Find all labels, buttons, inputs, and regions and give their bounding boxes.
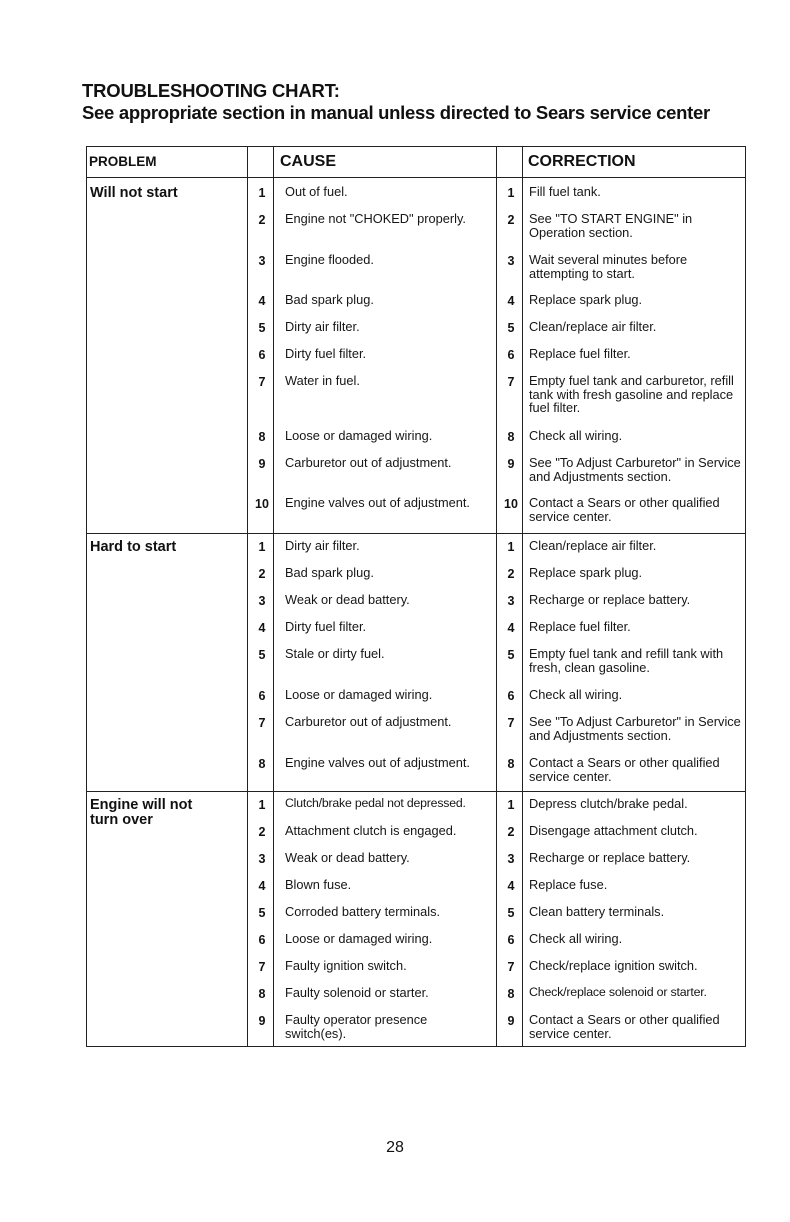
header-cause: CAUSE (280, 153, 337, 170)
cause-number: 8 (258, 757, 266, 771)
cause-number: 10 (255, 497, 269, 511)
correction-number: 7 (507, 960, 515, 974)
correction-number: 5 (507, 321, 515, 335)
correction-text: Replace spark plug. (529, 565, 643, 580)
correction-text: Fill fuel tank. (529, 184, 601, 199)
problem-hard-to-start: Hard to start (90, 539, 177, 555)
cause-text: Carburetor out of adjustment. (285, 714, 452, 729)
correction-number: 8 (507, 430, 515, 444)
correction-number: 1 (507, 540, 515, 554)
correction-text: Replace fuel filter. (529, 619, 631, 634)
cause-text: Faulty ignition switch. (285, 958, 407, 973)
cause-number: 7 (258, 716, 266, 730)
correction-text: Clean/replace air filter. (529, 538, 657, 553)
cause-number: 8 (258, 430, 266, 444)
correction-number: 3 (507, 852, 515, 866)
cause-number: 2 (258, 213, 266, 227)
correction-number: 5 (507, 648, 515, 662)
correction-number: 8 (507, 987, 515, 1001)
correction-number: 3 (507, 594, 515, 608)
correction-number: 7 (507, 716, 515, 730)
cause-text: Loose or damaged wiring. (285, 428, 433, 443)
correction-number: 2 (507, 567, 515, 581)
cause-number: 5 (258, 321, 266, 335)
cause-text: Attachment clutch is engaged. (285, 823, 457, 838)
cause-text: Loose or damaged wiring. (285, 687, 433, 702)
column-divider (247, 147, 248, 1046)
cause-number: 8 (258, 987, 266, 1001)
correction-text: See "TO START ENGINE" in Operation section. (529, 211, 693, 240)
cause-number: 6 (258, 933, 266, 947)
cause-text: Weak or dead battery. (285, 592, 410, 607)
correction-text: See "To Adjust Carburetor" in Service and Adjustments section. (529, 714, 741, 743)
correction-text: Depress clutch/brake pedal. (529, 796, 688, 811)
cause-number: 4 (258, 879, 266, 893)
cause-text: Blown fuse. (285, 877, 352, 892)
cause-text: Dirty air filter. (285, 319, 360, 334)
cause-text: Loose or damaged wiring. (285, 931, 433, 946)
cause-text: Corroded battery terminals. (285, 904, 441, 919)
correction-text: Wait several minutes before attempting to start. (529, 252, 688, 281)
column-divider (273, 147, 274, 1046)
correction-number: 3 (507, 254, 515, 268)
correction-text: See "To Adjust Carburetor" in Service and Adjustments section. (529, 455, 741, 484)
cause-text: Weak or dead battery. (285, 850, 410, 865)
correction-text: Contact a Sears or other qualified service center. (529, 755, 720, 784)
correction-number: 2 (507, 213, 515, 227)
cause-number: 1 (258, 186, 266, 200)
problem-engine-will-not-turn-over: Engine will not turn over (90, 797, 193, 828)
correction-number: 2 (507, 825, 515, 839)
correction-text: Check/replace solenoid or starter. (529, 985, 707, 999)
correction-text: Replace spark plug. (529, 292, 643, 307)
cause-text: Water in fuel. (285, 373, 360, 388)
correction-number: 6 (507, 933, 515, 947)
correction-text: Empty fuel tank and carburetor, refill tank with fresh gasoline and replace fuel filter. (529, 373, 734, 415)
cause-text: Dirty fuel filter. (285, 619, 367, 634)
cause-text: Out of fuel. (285, 184, 348, 199)
cause-text: Dirty fuel filter. (285, 346, 367, 361)
correction-text: Empty fuel tank and refill tank with fresh, clean gasoline. (529, 646, 724, 675)
cause-text: Faulty operator presence switch(es). (285, 1012, 428, 1041)
cause-number: 9 (258, 457, 266, 471)
correction-text: Check/replace ignition switch. (529, 958, 698, 973)
correction-text: Contact a Sears or other qualified service center. (529, 1012, 720, 1041)
cause-number: 5 (258, 648, 266, 662)
cause-number: 4 (258, 621, 266, 635)
cause-number: 2 (258, 567, 266, 581)
column-divider (522, 147, 523, 1046)
correction-number: 6 (507, 689, 515, 703)
correction-number: 4 (507, 879, 515, 893)
chart-subtitle: See appropriate section in manual unless directed to Sears service center (82, 102, 710, 123)
cause-number: 2 (258, 825, 266, 839)
correction-number: 4 (507, 621, 515, 635)
cause-text: Engine not "CHOKED" properly. (285, 211, 466, 226)
cause-text: Carburetor out of adjustment. (285, 455, 452, 470)
correction-text: Clean/replace air filter. (529, 319, 657, 334)
cause-text: Dirty air filter. (285, 538, 360, 553)
correction-number: 6 (507, 348, 515, 362)
correction-number: 4 (507, 294, 515, 308)
correction-number: 1 (507, 186, 515, 200)
correction-text: Check all wiring. (529, 687, 623, 702)
correction-number: 7 (507, 375, 515, 389)
correction-text: Replace fuel filter. (529, 346, 631, 361)
cause-number: 7 (258, 960, 266, 974)
cause-text: Clutch/brake pedal not depressed. (285, 796, 466, 810)
correction-text: Contact a Sears or other qualified service center. (529, 495, 720, 524)
group-divider (87, 791, 745, 792)
cause-number: 1 (258, 798, 266, 812)
correction-text: Check all wiring. (529, 931, 623, 946)
cause-number: 9 (258, 1014, 266, 1028)
problem-will-not-start: Will not start (90, 185, 178, 201)
troubleshooting-table (86, 146, 746, 1047)
cause-text: Faulty solenoid or starter. (285, 985, 429, 1000)
correction-text: Check all wiring. (529, 428, 623, 443)
correction-number: 9 (507, 457, 515, 471)
cause-text: Engine valves out of adjustment. (285, 495, 470, 510)
header-divider (87, 177, 745, 178)
correction-number: 8 (507, 757, 515, 771)
cause-number: 1 (258, 540, 266, 554)
cause-number: 4 (258, 294, 266, 308)
chart-title: TROUBLESHOOTING CHART: (82, 80, 340, 101)
cause-text: Bad spark plug. (285, 565, 374, 580)
correction-text: Recharge or replace battery. (529, 850, 691, 865)
cause-number: 3 (258, 594, 266, 608)
header-correction: CORRECTION (528, 153, 636, 170)
header-problem: PROBLEM (89, 154, 157, 169)
cause-number: 6 (258, 348, 266, 362)
cause-text: Stale or dirty fuel. (285, 646, 385, 661)
correction-number: 10 (504, 497, 518, 511)
correction-text: Replace fuse. (529, 877, 608, 892)
cause-number: 3 (258, 852, 266, 866)
cause-text: Bad spark plug. (285, 292, 374, 307)
group-divider (87, 533, 745, 534)
correction-text: Clean battery terminals. (529, 904, 665, 919)
page-number: 28 (386, 1139, 404, 1156)
cause-number: 5 (258, 906, 266, 920)
correction-text: Recharge or replace battery. (529, 592, 691, 607)
cause-number: 7 (258, 375, 266, 389)
cause-text: Engine flooded. (285, 252, 374, 267)
correction-text: Disengage attachment clutch. (529, 823, 698, 838)
cause-number: 6 (258, 689, 266, 703)
cause-text: Engine valves out of adjustment. (285, 755, 470, 770)
cause-number: 3 (258, 254, 266, 268)
correction-number: 9 (507, 1014, 515, 1028)
correction-number: 1 (507, 798, 515, 812)
correction-number: 5 (507, 906, 515, 920)
